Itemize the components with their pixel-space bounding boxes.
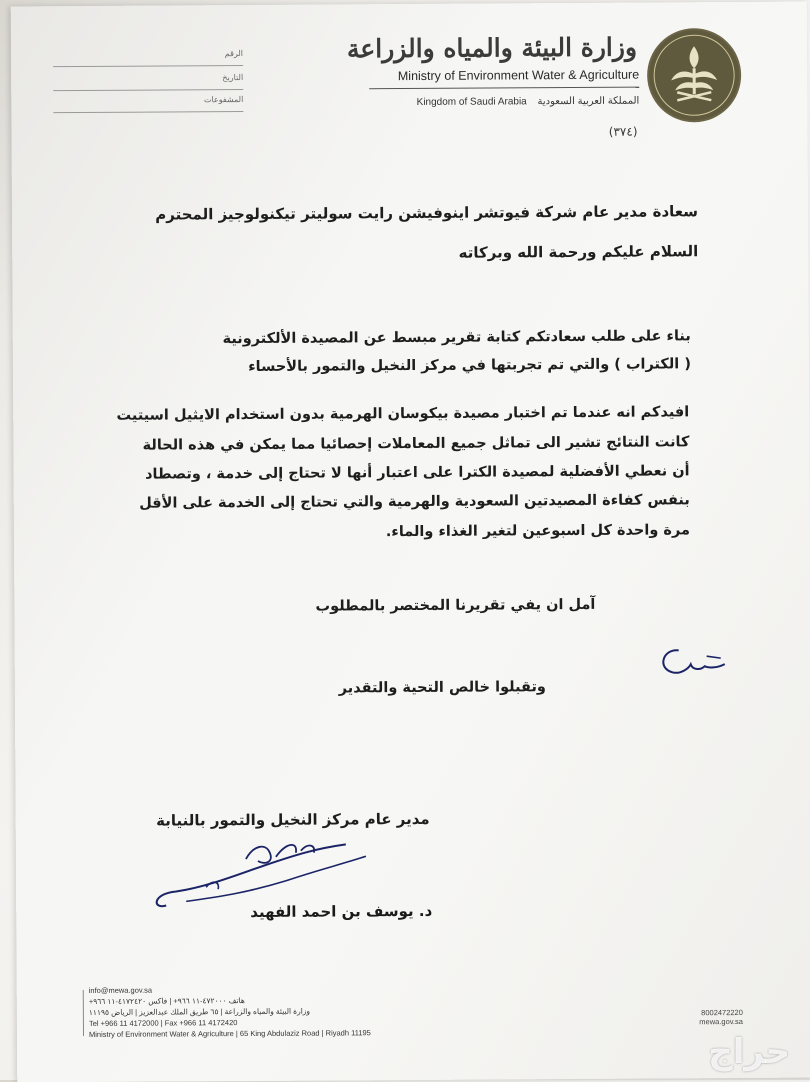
greeting-line: السلام عليكم ورحمة الله وبركاته (458, 242, 699, 262)
paragraph-1-line-2: ( الكتراب ) والتي تم تجربتها في مركز النخيل والتمور بالأحساء (248, 356, 691, 375)
paragraph-2-line-1: افيدكم انه عندما تم اختبار مصيدة بيكوسان الهرمية بدون استخدام الايثيل اسيتيت (116, 404, 690, 424)
footer-email[interactable]: info@mewa.gov.sa (88, 985, 153, 995)
signer-name: د. يوسف بن احمد الفهيد (250, 901, 433, 921)
paragraph-2-line-5: مرة واحدة كل اسبوعين لتغير الغذاء والماء. (385, 522, 690, 541)
kingdom-english: Kingdom of Saudi Arabia (416, 96, 527, 108)
number-field (53, 49, 243, 67)
kingdom-row (409, 96, 640, 108)
number-label: الرقم (224, 49, 244, 59)
footer-site[interactable]: mewa.gov.sa (699, 1016, 743, 1027)
attachments-label: المشفوعات (203, 95, 244, 105)
ministry-name-arabic: وزارة البيئة والمياه والزراعة (346, 32, 638, 64)
paragraph-2-line-2: كانت النتائج تشير الى تماثل جميع المعاملات إحصائيا مما يمكن في هذه الحالة (142, 434, 690, 454)
date-field (53, 73, 243, 91)
addressee-line: سعادة مدير عام شركة فيوتشر اينوفيشن رايت سوليتر تيكنولوجيز المحترم (155, 202, 699, 224)
initials-signature-icon (651, 642, 731, 682)
haraj-watermark-logo: حراج (708, 1032, 790, 1072)
footer-phone-arabic: هاتف ٤٧٢٠٠٠-١١ ٩٦٦+ | فاكس ٤١٧٢٤٢٠-١١ ٩٦٦+ (88, 996, 245, 1006)
footer-address-arabic: وزارة البيئة والمياه والزراعة | ٦٥ طريق الملك عبدالعزيز | الرياض ١١١٩٥ (88, 1006, 311, 1017)
footer-tel-english: Tel +966 11 4172000 | Fax +966 11 4172420 (88, 1018, 238, 1028)
date-label: التاريخ (222, 73, 244, 83)
paragraph-1-line-1: بناء على طلب سعادتكم كتابة تقرير مبسط عن المصيدة الألكترونية (222, 328, 691, 348)
footer-contact (89, 983, 371, 1040)
hope-line: آمل ان يفي تقريرنا المختصر بالمطلوب (315, 596, 596, 615)
letter-page (11, 2, 810, 1082)
paragraph-2-line-4: بنفس كفاءة المصيدتين السعودية والهرمية والتي تحتاج إلى الخدمة على الأقل (139, 492, 690, 512)
reference-number: (٣٧٤) (608, 124, 638, 139)
signer-title: مدير عام مركز النخيل والتمور بالنيابة (156, 809, 430, 830)
ministry-name-english: Ministry of Environment Water & Agriculture (397, 67, 640, 84)
ministry-emblem-icon (647, 28, 742, 123)
kingdom-arabic: المملكة العربية السعودية (537, 95, 640, 108)
header-divider (369, 87, 639, 90)
footer-divider (83, 990, 84, 1036)
closing-line: وتقبلوا خالص التحية والتقدير (338, 679, 546, 697)
footer-address-english: Ministry of Environment Water & Agriculture | 65 King Abdulaziz Road | Riyadh 11195 (88, 1028, 371, 1039)
attachments-field (53, 95, 243, 113)
paragraph-2-line-3: أن نعطي الأفضلية لمصيدة الكترا على اعتبار أنها لا تحتاج إلى خدمة ، وتصطاد (145, 463, 690, 483)
toll-free-number: 8002472220 (701, 1007, 743, 1018)
footer-toll-free (699, 1008, 743, 1026)
